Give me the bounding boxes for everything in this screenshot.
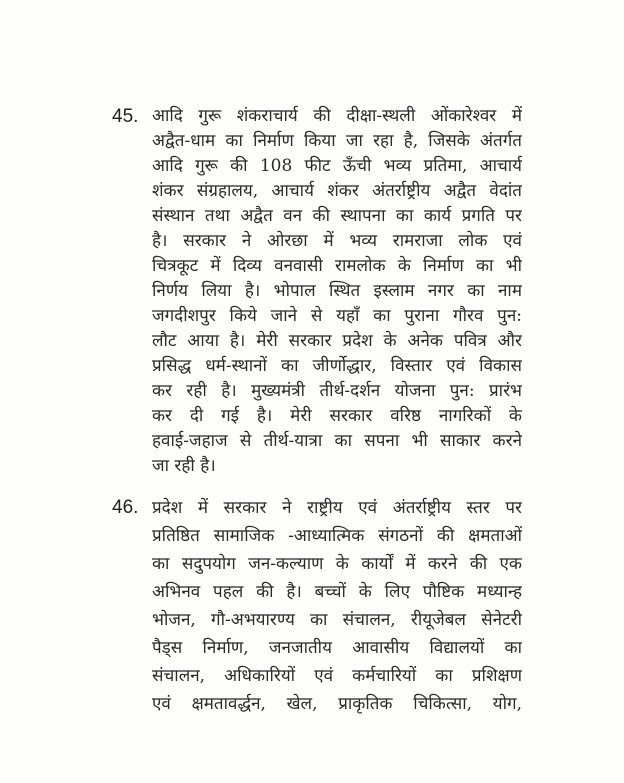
paragraph-text: [152, 104, 522, 479]
text-line: कर रही है। मुख्यमंत्री तीर्थ-दर्शन योजना पुन: प्रारंभ: [152, 381, 522, 401]
text-line: निर्णय लिया है। भोपाल स्थित इस्लाम नगर का नाम: [152, 281, 522, 301]
text-line: प्रदेश में सरकार ने राष्ट्रीय एवं अंतर्राष्ट्रीय स्तर पर: [152, 498, 522, 518]
text-line: एवं क्षमतावर्द्धन, खेल, प्राकृतिक चिकित्सा, योग,: [152, 694, 522, 714]
text-line: प्रतिष्ठित सामाजिक -आध्यात्मिक संगठनों की क्षमताओं: [152, 526, 522, 546]
paragraph-number: 45.: [112, 106, 139, 127]
text-line: चित्रकूट में दिव्य वनवासी रामलोक के निर्माण का भी: [152, 256, 522, 276]
text-line: प्रसिद्ध धर्म-स्थानों का जीर्णोद्धार, विस्तार एवं विकास: [152, 356, 522, 376]
text-line: का सदुपयोग जन-कल्याण के कार्यों में करने की एक: [152, 554, 522, 574]
text-line: संचालन, अधिकारियों एवं कर्मचारियों का प्रशिक्षण: [152, 666, 522, 686]
text-line: है। सरकार ने ओरछा में भव्य रामराजा लोक एवं: [152, 231, 522, 251]
text-line: आदि गुरू की 108 फीट ऊँची भव्य प्रतिमा, आचार्य: [152, 156, 522, 176]
text-line: पैड्स निर्माण, जनजातीय आवासीय विद्यालयों का: [152, 638, 522, 658]
text-line: शंकर संग्रहालय, आचार्य शंकर अंतर्राष्ट्रीय अद्वैत वेदांत: [152, 181, 522, 201]
text-line: आदि गुरू शंकराचार्य की दीक्षा-स्थली ओंकारेश्वर में: [152, 106, 522, 126]
text-line: कर दी गई है। मेरी सरकार वरिष्ठ नागरिकों के: [152, 406, 522, 426]
text-line: लौट आया है। मेरी सरकार प्रदेश के अनेक पवित्र और: [152, 331, 522, 351]
text-line: हवाई-जहाज से तीर्थ-यात्रा का सपना भी साकार करने: [152, 431, 522, 451]
text-line: जा रही है।: [152, 456, 216, 476]
text-line: अभिनव पहल की है। बच्चों के लिए पौष्टिक मध्यान्ह: [152, 582, 522, 602]
text-line: अद्वैत-धाम का निर्माण किया जा रहा है, जिसके अंतर्गत: [152, 131, 522, 151]
paragraph-text: [152, 494, 522, 718]
text-line: संस्थान तथा अद्वैत वन की स्थापना का कार्य प्रगति पर: [152, 206, 522, 226]
paragraph-number: 46.: [112, 497, 139, 518]
text-line: जगदीशपुर किये जाने से यहाँ का पुराना गौरव पुन:: [152, 306, 522, 326]
text-line: भोजन, गौ-अभयारण्य का संचालन, रीयूजेबल सेनेटरी: [152, 610, 522, 630]
